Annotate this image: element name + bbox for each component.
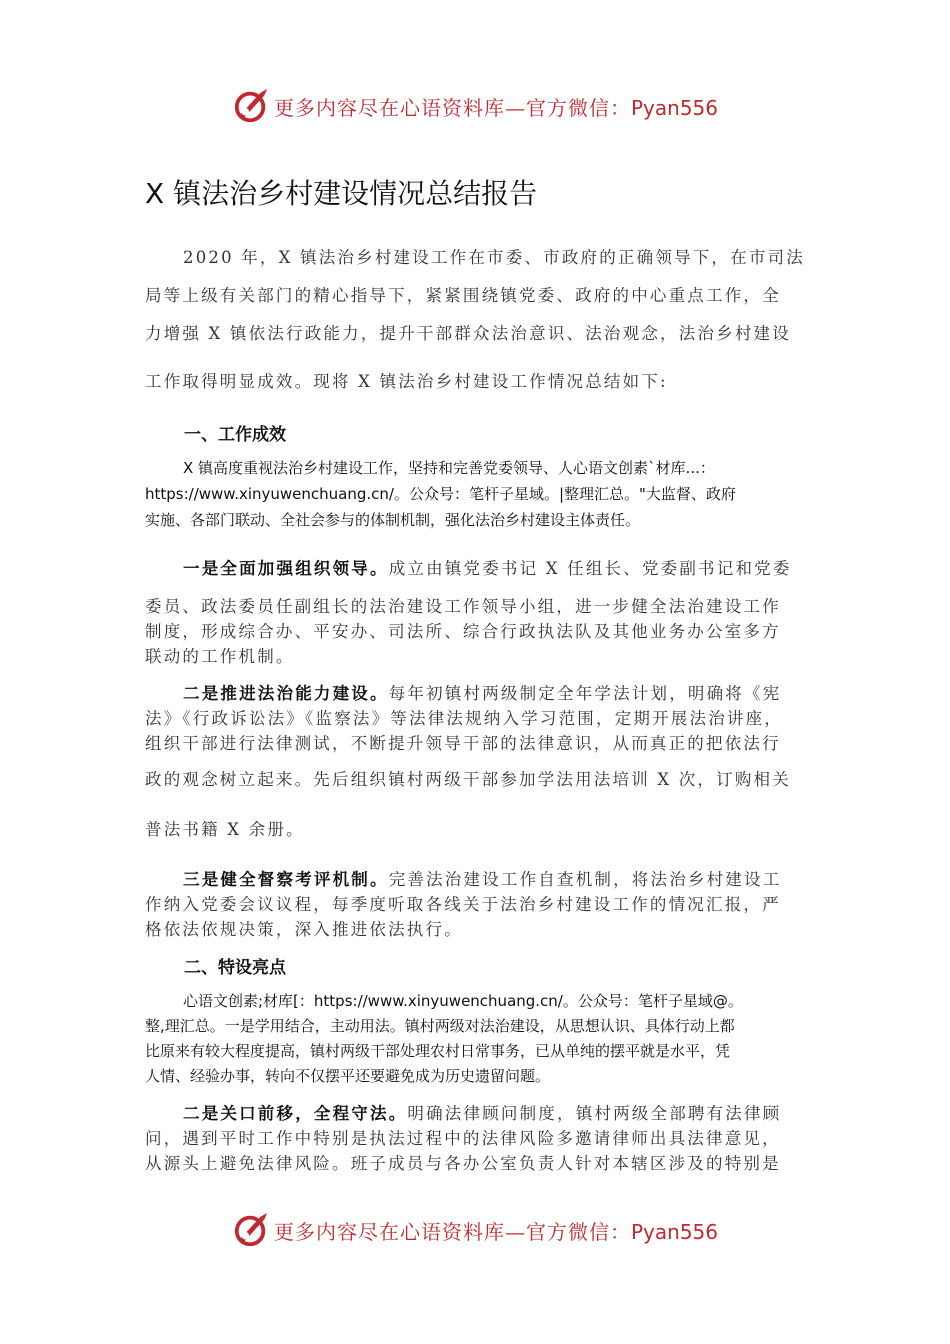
intro-line-2: 局等上级有关部门的精心指导下，紧紧围绕镇党委、政府的中心重点工作，全: [145, 286, 781, 305]
item-2-bold-lead: 二是推进法治能力建设。: [183, 684, 389, 703]
section-2-heading: 二、特设亮点: [184, 958, 286, 978]
section-1-lead-line-1: X 镇高度重视法治乡村建设工作，坚持和完善党委领导、人心语文创素`材库...：: [183, 459, 715, 477]
section-2-lead-line-3: 比原来有较大程度提高，镇村两级干部处理农村日常事务，已从单纯的摆平就是水平，凭: [145, 1042, 731, 1060]
section-1-heading: 一、工作成效: [184, 425, 286, 445]
section-1-lead-line-2: https://www.xinyuwenchuang.cn/。公众号：笔杆子星域。|整理汇总。"大监督、政府: [145, 485, 736, 503]
brush-logo-icon: [232, 87, 270, 125]
item-3-line-3: 格依法依规决策，深入推进依法执行。: [145, 920, 463, 939]
s2-item-2-bold-lead: 二是关口前移，全程守法。: [183, 1104, 408, 1123]
footer-banner: [0, 1208, 950, 1252]
brush-logo-icon: [232, 1211, 270, 1249]
banner-text: 更多内容尽在心语资料库—官方微信：Pyan556: [273, 95, 718, 120]
header-banner: [0, 84, 950, 128]
intro-line-4: 工作取得明显成效。现将 X 镇法治乡村建设工作情况总结如下:: [145, 372, 668, 391]
item-1-line-1: 成立由镇党委书记 X 任组长、党委副书记和党委: [388, 559, 792, 578]
intro-line-3: 力增强 X 镇依法行政能力，提升干部群众法治意识、法治观念，法治乡村建设: [145, 324, 791, 343]
s2-item-2-line-1: 明确法律顾问制度，镇村两级全部聘有法律顾: [407, 1104, 782, 1123]
item-1-line-2: 委员、政法委员任副组长的法治建设工作领导小组，进一步健全法治建设工作: [145, 597, 781, 616]
item-1-line-4: 联动的工作机制。: [145, 647, 295, 666]
item-2-line-4: 政的观念树立起来。先后组织镇村两级干部参加学法用法培训 X 次，订购相关: [145, 770, 791, 789]
section-2-lead-line-2: 整,理汇总。一是学用结合，主动用法。镇村两级对法治建设，从思想认识、具体行动上都: [145, 1017, 735, 1035]
section-2-lead-line-1: 心语文创素;材库[：https://www.xinyuwenchuang.cn/。公众号：笔杆子星域@。: [183, 992, 743, 1010]
s2-item-2-line-2: 问，遇到平时工作中特别是执法过程中的法律风险多邀请律师出具法律意见，: [145, 1129, 781, 1148]
s2-item-2-line-3: 从源头上避免法律风险。班子成员与各办公室负责人针对本辖区涉及的特别是: [145, 1154, 781, 1173]
footer-wechat-id: Pyan556: [630, 1219, 718, 1244]
document-title: X 镇法治乡村建设情况总结报告: [145, 177, 538, 210]
item-3-line-1: 完善法治建设工作自查机制，将法治乡村建设工: [388, 870, 782, 889]
item-1-line-3: 制度，形成综合办、平安办、司法所、综合行政执法队及其他业务办公室多方: [145, 622, 781, 641]
item-2-line-2: 法》《行政诉讼法》《监察法》等法律法规纳入学习范围，定期开展法治讲座，: [145, 709, 783, 728]
wechat-id: Pyan556: [630, 95, 718, 120]
item-2-line-5: 普法书籍 X 余册。: [145, 820, 305, 839]
item-1-bold-lead: 一是全面加强组织领导。: [183, 559, 389, 578]
item-3-bold-lead: 三是健全督察考评机制。: [183, 870, 389, 889]
footer-banner-text: 更多内容尽在心语资料库—官方微信：Pyan556: [273, 1219, 718, 1244]
item-2-line-3: 组织干部进行法律测试，不断提升领导干部的法律意识，从而真正的把依法行: [145, 734, 781, 753]
item-3-line-2: 作纳入党委会议议程，每季度听取各线关于法治乡村建设工作的情况汇报，严: [145, 895, 781, 914]
item-2-line-1: 每年初镇村两级制定全年学法计划，明确将《宪: [388, 684, 782, 703]
section-1-lead-line-3: 实施、各部门联动、全社会参与的体制机制，强化法治乡村建设主体责任。: [145, 511, 641, 529]
section-2-lead-line-4: 人情、经验办事，转向不仅摆平还要避免成为历史遗留问题。: [145, 1067, 551, 1085]
intro-line-1: 2020 年，X 镇法治乡村建设工作在市委、市政府的正确领导下，在市司法: [183, 248, 805, 267]
